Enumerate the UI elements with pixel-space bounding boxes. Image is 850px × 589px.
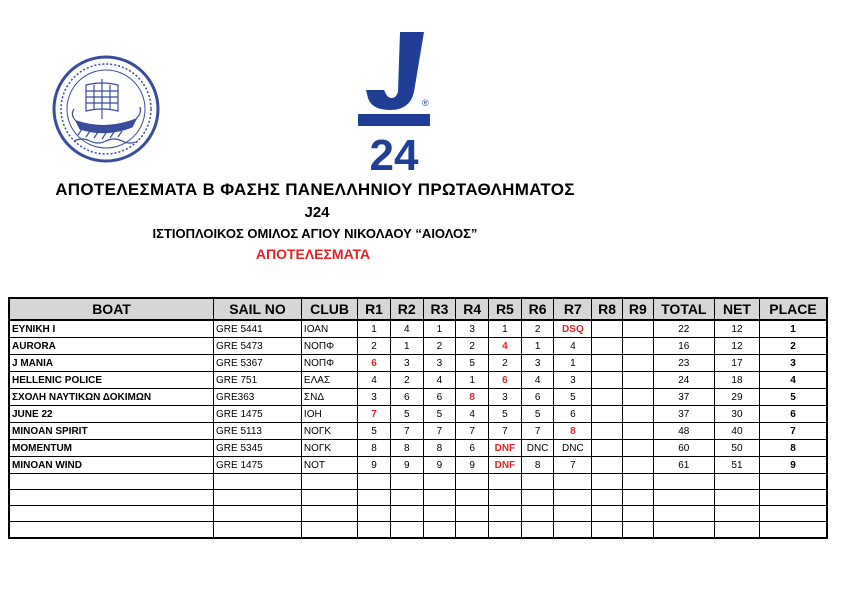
empty-cell bbox=[554, 522, 592, 539]
cell-r3: 7 bbox=[423, 423, 456, 440]
cell-place: 9 bbox=[759, 457, 827, 474]
cell-r8 bbox=[592, 423, 623, 440]
cell-r6: 2 bbox=[521, 320, 554, 338]
empty-cell bbox=[9, 490, 214, 506]
col-header-total: TOTAL bbox=[653, 298, 714, 320]
cell-sail: GRE 5473 bbox=[214, 338, 302, 355]
cell-r9 bbox=[622, 320, 653, 338]
cell-club: ΝΟΓΚ bbox=[301, 423, 357, 440]
cell-r5: 3 bbox=[489, 389, 522, 406]
cell-r1: 9 bbox=[358, 457, 391, 474]
cell-r8 bbox=[592, 320, 623, 338]
results-body bbox=[9, 320, 827, 538]
empty-cell bbox=[9, 522, 214, 539]
empty-cell bbox=[714, 490, 759, 506]
empty-cell bbox=[423, 490, 456, 506]
registered-mark: ® bbox=[422, 98, 429, 108]
empty-cell bbox=[592, 522, 623, 539]
cell-boat: J MANIA bbox=[9, 355, 214, 372]
empty-row bbox=[9, 522, 827, 539]
empty-cell bbox=[390, 506, 423, 522]
cell-sail: GRE 1475 bbox=[214, 406, 302, 423]
empty-cell bbox=[622, 490, 653, 506]
cell-r1: 8 bbox=[358, 440, 391, 457]
cell-net: 12 bbox=[714, 320, 759, 338]
empty-cell bbox=[423, 506, 456, 522]
empty-cell bbox=[653, 506, 714, 522]
empty-cell bbox=[489, 474, 522, 490]
cell-net: 29 bbox=[714, 389, 759, 406]
cell-r3: 8 bbox=[423, 440, 456, 457]
cell-r4: 8 bbox=[456, 389, 489, 406]
cell-boat: MINOAN WIND bbox=[9, 457, 214, 474]
cell-r4: 6 bbox=[456, 440, 489, 457]
cell-r4: 4 bbox=[456, 406, 489, 423]
empty-cell bbox=[653, 522, 714, 539]
col-header-club: CLUB bbox=[301, 298, 357, 320]
cell-sail: GRE 5113 bbox=[214, 423, 302, 440]
cell-r6: 3 bbox=[521, 355, 554, 372]
cell-r9 bbox=[622, 389, 653, 406]
cell-r8 bbox=[592, 338, 623, 355]
empty-cell bbox=[358, 490, 391, 506]
empty-cell bbox=[456, 506, 489, 522]
cell-r9 bbox=[622, 406, 653, 423]
table-row bbox=[9, 389, 827, 406]
cell-r5: DNF bbox=[489, 457, 522, 474]
cell-total: 23 bbox=[653, 355, 714, 372]
cell-sail: GRE363 bbox=[214, 389, 302, 406]
cell-r3: 6 bbox=[423, 389, 456, 406]
empty-cell bbox=[714, 522, 759, 539]
cell-r4: 9 bbox=[456, 457, 489, 474]
cell-sail: GRE 5367 bbox=[214, 355, 302, 372]
empty-cell bbox=[390, 490, 423, 506]
empty-cell bbox=[358, 506, 391, 522]
cell-r4: 1 bbox=[456, 372, 489, 389]
cell-sail: GRE 751 bbox=[214, 372, 302, 389]
j24-class-logo bbox=[354, 28, 436, 178]
cell-club: ΣΝΔ bbox=[301, 389, 357, 406]
empty-cell bbox=[214, 506, 302, 522]
cell-r3: 9 bbox=[423, 457, 456, 474]
cell-boat: MINOAN SPIRIT bbox=[9, 423, 214, 440]
cell-r1: 4 bbox=[358, 372, 391, 389]
cell-place: 7 bbox=[759, 423, 827, 440]
cell-net: 17 bbox=[714, 355, 759, 372]
cell-r6: 8 bbox=[521, 457, 554, 474]
cell-r3: 3 bbox=[423, 355, 456, 372]
empty-cell bbox=[714, 506, 759, 522]
cell-r7: DNC bbox=[554, 440, 592, 457]
empty-cell bbox=[358, 522, 391, 539]
cell-place: 2 bbox=[759, 338, 827, 355]
cell-r1: 7 bbox=[358, 406, 391, 423]
cell-r1: 3 bbox=[358, 389, 391, 406]
col-header-r7: R7 bbox=[554, 298, 592, 320]
table-row bbox=[9, 372, 827, 389]
empty-cell bbox=[9, 506, 214, 522]
empty-cell bbox=[759, 474, 827, 490]
empty-cell bbox=[301, 522, 357, 539]
cell-sail: GRE 5441 bbox=[214, 320, 302, 338]
cell-r2: 7 bbox=[390, 423, 423, 440]
col-header-r9: R9 bbox=[622, 298, 653, 320]
cell-r6: 5 bbox=[521, 406, 554, 423]
cell-total: 61 bbox=[653, 457, 714, 474]
empty-cell bbox=[622, 506, 653, 522]
col-header-r6: R6 bbox=[521, 298, 554, 320]
col-header-r3: R3 bbox=[423, 298, 456, 320]
cell-r2: 4 bbox=[390, 320, 423, 338]
cell-boat: ΕΥΝΙΚΗ Ι bbox=[9, 320, 214, 338]
cell-r5: 1 bbox=[489, 320, 522, 338]
empty-cell bbox=[653, 474, 714, 490]
table-header-row bbox=[9, 298, 827, 320]
table-row bbox=[9, 423, 827, 440]
cell-net: 12 bbox=[714, 338, 759, 355]
cell-r2: 2 bbox=[390, 372, 423, 389]
cell-club: ΝΟΓΚ bbox=[301, 440, 357, 457]
cell-total: 16 bbox=[653, 338, 714, 355]
empty-row bbox=[9, 474, 827, 490]
cell-r5: 5 bbox=[489, 406, 522, 423]
empty-cell bbox=[592, 506, 623, 522]
cell-r9 bbox=[622, 423, 653, 440]
cell-place: 1 bbox=[759, 320, 827, 338]
cell-r4: 3 bbox=[456, 320, 489, 338]
cell-place: 6 bbox=[759, 406, 827, 423]
cell-r8 bbox=[592, 355, 623, 372]
cell-club: ΝΟΠΦ bbox=[301, 355, 357, 372]
empty-cell bbox=[489, 490, 522, 506]
cell-r7: 4 bbox=[554, 338, 592, 355]
cell-r6: 7 bbox=[521, 423, 554, 440]
cell-r9 bbox=[622, 457, 653, 474]
cell-r7: DSQ bbox=[554, 320, 592, 338]
empty-cell bbox=[423, 474, 456, 490]
cell-r8 bbox=[592, 406, 623, 423]
col-header-place: PLACE bbox=[759, 298, 827, 320]
cell-r6: DNC bbox=[521, 440, 554, 457]
cell-total: 37 bbox=[653, 406, 714, 423]
cell-place: 4 bbox=[759, 372, 827, 389]
cell-total: 22 bbox=[653, 320, 714, 338]
cell-r1: 6 bbox=[358, 355, 391, 372]
cell-club: ΙΟΑΝ bbox=[301, 320, 357, 338]
cell-r9 bbox=[622, 355, 653, 372]
col-header-r2: R2 bbox=[390, 298, 423, 320]
cell-net: 18 bbox=[714, 372, 759, 389]
cell-r7: 8 bbox=[554, 423, 592, 440]
table-row bbox=[9, 338, 827, 355]
class-subtitle: J24 bbox=[304, 204, 330, 221]
results-table bbox=[8, 297, 828, 539]
cell-r8 bbox=[592, 372, 623, 389]
empty-cell bbox=[489, 522, 522, 539]
cell-net: 30 bbox=[714, 406, 759, 423]
club-seal-logo bbox=[52, 55, 160, 163]
empty-cell bbox=[714, 474, 759, 490]
table-row bbox=[9, 355, 827, 372]
cell-r6: 1 bbox=[521, 338, 554, 355]
cell-r5: DNF bbox=[489, 440, 522, 457]
cell-r4: 2 bbox=[456, 338, 489, 355]
empty-cell bbox=[390, 474, 423, 490]
cell-r1: 5 bbox=[358, 423, 391, 440]
empty-cell bbox=[521, 506, 554, 522]
table-row bbox=[9, 320, 827, 338]
cell-r7: 5 bbox=[554, 389, 592, 406]
empty-cell bbox=[653, 490, 714, 506]
cell-place: 5 bbox=[759, 389, 827, 406]
empty-cell bbox=[301, 474, 357, 490]
cell-r9 bbox=[622, 372, 653, 389]
empty-cell bbox=[521, 474, 554, 490]
cell-r8 bbox=[592, 457, 623, 474]
cell-sail: GRE 1475 bbox=[214, 457, 302, 474]
empty-cell bbox=[759, 506, 827, 522]
cell-boat: HELLENIC POLICE bbox=[9, 372, 214, 389]
cell-club: ΙΟΗ bbox=[301, 406, 357, 423]
cell-r3: 2 bbox=[423, 338, 456, 355]
page-title: ΑΠΟΤΕΛΕΣΜΑΤΑ Β ΦΑΣΗΣ ΠΑΝΕΛΛΗΝΙΟΥ ΠΡΩΤΑΘΛΗΜΑΤΟΣ bbox=[55, 180, 575, 199]
cell-r2: 6 bbox=[390, 389, 423, 406]
logo-number: 24 bbox=[369, 131, 419, 178]
empty-cell bbox=[456, 474, 489, 490]
empty-cell bbox=[759, 490, 827, 506]
empty-cell bbox=[456, 522, 489, 539]
empty-cell bbox=[622, 522, 653, 539]
empty-cell bbox=[489, 506, 522, 522]
cell-boat: ΣΧΟΛΗ ΝΑΥΤΙΚΩΝ ΔΟΚΙΜΩΝ bbox=[9, 389, 214, 406]
empty-cell bbox=[554, 490, 592, 506]
table-row bbox=[9, 457, 827, 474]
cell-r3: 4 bbox=[423, 372, 456, 389]
empty-cell bbox=[358, 474, 391, 490]
cell-r2: 8 bbox=[390, 440, 423, 457]
cell-r7: 1 bbox=[554, 355, 592, 372]
cell-r7: 3 bbox=[554, 372, 592, 389]
empty-cell bbox=[301, 490, 357, 506]
cell-r2: 3 bbox=[390, 355, 423, 372]
cell-r4: 7 bbox=[456, 423, 489, 440]
empty-cell bbox=[301, 506, 357, 522]
organizer-subtitle: ΙΣΤΙΟΠΛΟΙΚΟΣ ΟΜΙΛΟΣ ΑΓΙΟΥ ΝΙΚΟΛΑΟΥ “ΑΙΟΛΟΣ” bbox=[152, 226, 478, 241]
empty-cell bbox=[622, 474, 653, 490]
empty-cell bbox=[592, 474, 623, 490]
cell-r6: 6 bbox=[521, 389, 554, 406]
empty-cell bbox=[554, 474, 592, 490]
cell-r8 bbox=[592, 389, 623, 406]
cell-total: 48 bbox=[653, 423, 714, 440]
cell-r3: 1 bbox=[423, 320, 456, 338]
cell-total: 37 bbox=[653, 389, 714, 406]
cell-r1: 2 bbox=[358, 338, 391, 355]
table-row bbox=[9, 406, 827, 423]
empty-cell bbox=[9, 474, 214, 490]
cell-r3: 5 bbox=[423, 406, 456, 423]
cell-club: ΝΟΠΦ bbox=[301, 338, 357, 355]
cell-r2: 5 bbox=[390, 406, 423, 423]
cell-r5: 7 bbox=[489, 423, 522, 440]
cell-r5: 2 bbox=[489, 355, 522, 372]
cell-sail: GRE 5345 bbox=[214, 440, 302, 457]
cell-boat: JUNE 22 bbox=[9, 406, 214, 423]
cell-r4: 5 bbox=[456, 355, 489, 372]
cell-r2: 1 bbox=[390, 338, 423, 355]
cell-r8 bbox=[592, 440, 623, 457]
empty-cell bbox=[554, 506, 592, 522]
cell-boat: MOMENTUM bbox=[9, 440, 214, 457]
cell-net: 40 bbox=[714, 423, 759, 440]
empty-cell bbox=[423, 522, 456, 539]
empty-cell bbox=[456, 490, 489, 506]
col-header-r4: R4 bbox=[456, 298, 489, 320]
empty-cell bbox=[759, 522, 827, 539]
cell-boat: AURORA bbox=[9, 338, 214, 355]
col-header-r5: R5 bbox=[489, 298, 522, 320]
empty-cell bbox=[390, 522, 423, 539]
cell-total: 60 bbox=[653, 440, 714, 457]
empty-cell bbox=[214, 522, 302, 539]
cell-place: 8 bbox=[759, 440, 827, 457]
empty-cell bbox=[214, 474, 302, 490]
cell-r7: 7 bbox=[554, 457, 592, 474]
empty-cell bbox=[214, 490, 302, 506]
cell-club: ΝΟΤ bbox=[301, 457, 357, 474]
empty-cell bbox=[521, 522, 554, 539]
empty-cell bbox=[592, 490, 623, 506]
cell-r9 bbox=[622, 338, 653, 355]
cell-r1: 1 bbox=[358, 320, 391, 338]
empty-row bbox=[9, 506, 827, 522]
cell-place: 3 bbox=[759, 355, 827, 372]
cell-net: 50 bbox=[714, 440, 759, 457]
cell-r9 bbox=[622, 440, 653, 457]
col-header-r1: R1 bbox=[358, 298, 391, 320]
cell-r2: 9 bbox=[390, 457, 423, 474]
cell-net: 51 bbox=[714, 457, 759, 474]
col-header-sail-no: SAIL NO bbox=[214, 298, 302, 320]
cell-r7: 6 bbox=[554, 406, 592, 423]
empty-cell bbox=[521, 490, 554, 506]
col-header-r8: R8 bbox=[592, 298, 623, 320]
cell-r5: 4 bbox=[489, 338, 522, 355]
cell-total: 24 bbox=[653, 372, 714, 389]
col-header-boat: BOAT bbox=[9, 298, 214, 320]
results-heading: ΑΠΟΤΕΛΕΣΜΑΤΑ bbox=[255, 246, 371, 262]
cell-r6: 4 bbox=[521, 372, 554, 389]
table-row bbox=[9, 440, 827, 457]
col-header-net: NET bbox=[714, 298, 759, 320]
empty-row bbox=[9, 490, 827, 506]
cell-club: ΕΛΑΣ bbox=[301, 372, 357, 389]
cell-r5: 6 bbox=[489, 372, 522, 389]
